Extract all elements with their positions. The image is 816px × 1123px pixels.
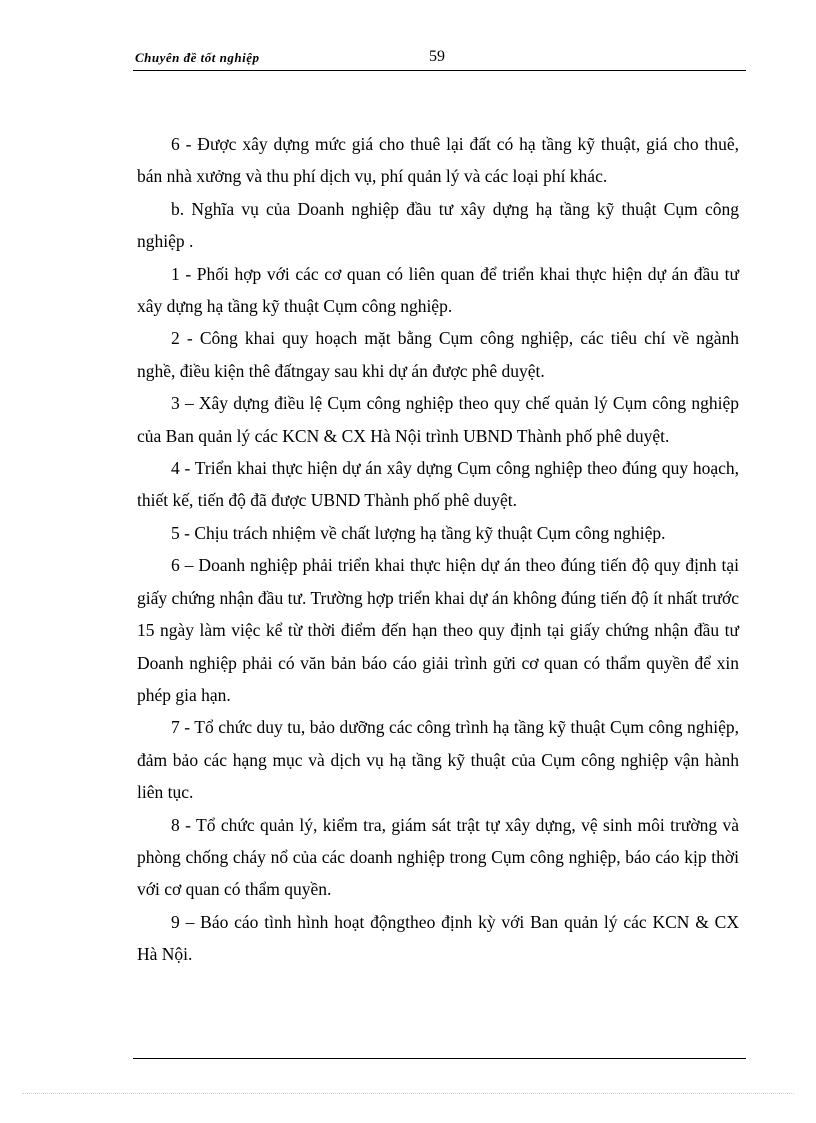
page-edge-divider xyxy=(22,1093,794,1094)
paragraph-obligation-4: 4 - Triển khai thực hiện dự án xây dựng Cụm công nghiệp theo đúng quy hoạch, thiết kế, tiến độ đã được UBND Thành phố phê duyệt. xyxy=(137,458,739,511)
paragraph-obligation-2: 2 - Công khai quy hoạch mặt bằng Cụm công nghiệp, các tiêu chí về ngành nghề, điều kiện thê đấtngay sau khi dự án được phê duyệt. xyxy=(137,328,739,381)
page-number: 59 xyxy=(429,48,445,65)
paragraph-obligation-8: 8 - Tổ chức quản lý, kiểm tra, giám sát trật tự xây dựng, vệ sinh môi trường và phòng chống cháy nổ của các doanh nghiệp trong Cụm công nghiệp, báo cáo kịp thời với cơ quan có thẩm quyền. xyxy=(137,814,739,900)
paragraph-obligation-3: 3 – Xây dựng điều lệ Cụm công nghiệp theo quy chế quản lý Cụm công nghiệp của Ban quản lý các KCN & CX Hà Nội trình UBND Thành phố phê duyệt. xyxy=(137,393,739,446)
paragraph-item-6-rights: 6 - Được xây dựng mức giá cho thuê lại đất có hạ tầng kỹ thuật, giá cho thuê, bán nhà xưởng và thu phí dịch vụ, phí quản lý và các loại phí khác. xyxy=(137,134,739,187)
paragraph-obligation-5: 5 - Chịu trách nhiệm về chất lượng hạ tầng kỹ thuật Cụm công nghiệp. xyxy=(171,522,666,543)
footer-divider xyxy=(133,1058,746,1059)
paragraph-obligation-6: 6 – Doanh nghiệp phải triển khai thực hiện dự án theo đúng tiến độ quy định tại giấy chứng nhận đầu tư. Trường hợp triển khai dự án không đúng tiến độ ít nhất trước 15 ngày làm việc kể từ thời điểm đến hạn theo quy định tại giấy chứng nhận đầu tư Doanh nghiệp phải có văn bản báo cáo giải trình gửi cơ quan có thẩm quyền để xin phép gia hạn. xyxy=(137,555,739,705)
document-body xyxy=(137,128,739,971)
paragraph-obligation-9: 9 – Báo cáo tình hình hoạt độngtheo định kỳ với Ban quản lý các KCN & CX Hà Nội. xyxy=(137,911,739,965)
section-heading-obligations: b. Nghĩa vụ của Doanh nghiệp đầu tư xây dựng hạ tầng kỹ thuật Cụm công nghiệp . xyxy=(137,198,739,252)
page-header xyxy=(133,48,746,71)
paragraph-obligation-1: 1 - Phối hợp với các cơ quan có liên quan để triển khai thực hiện dự án đầu tư xây dựng hạ tầng kỹ thuật Cụm công nghiệp. xyxy=(137,263,739,317)
paragraph-obligation-7: 7 - Tổ chức duy tu, bảo dưỡng các công trình hạ tầng kỹ thuật Cụm công nghiệp, đảm bảo các hạng mục và dịch vụ hạ tầng kỹ thuật của Cụm công nghiệp vận hành liên tục. xyxy=(137,717,739,803)
header-title: Chuyên đề tốt nghiệp xyxy=(135,50,260,65)
